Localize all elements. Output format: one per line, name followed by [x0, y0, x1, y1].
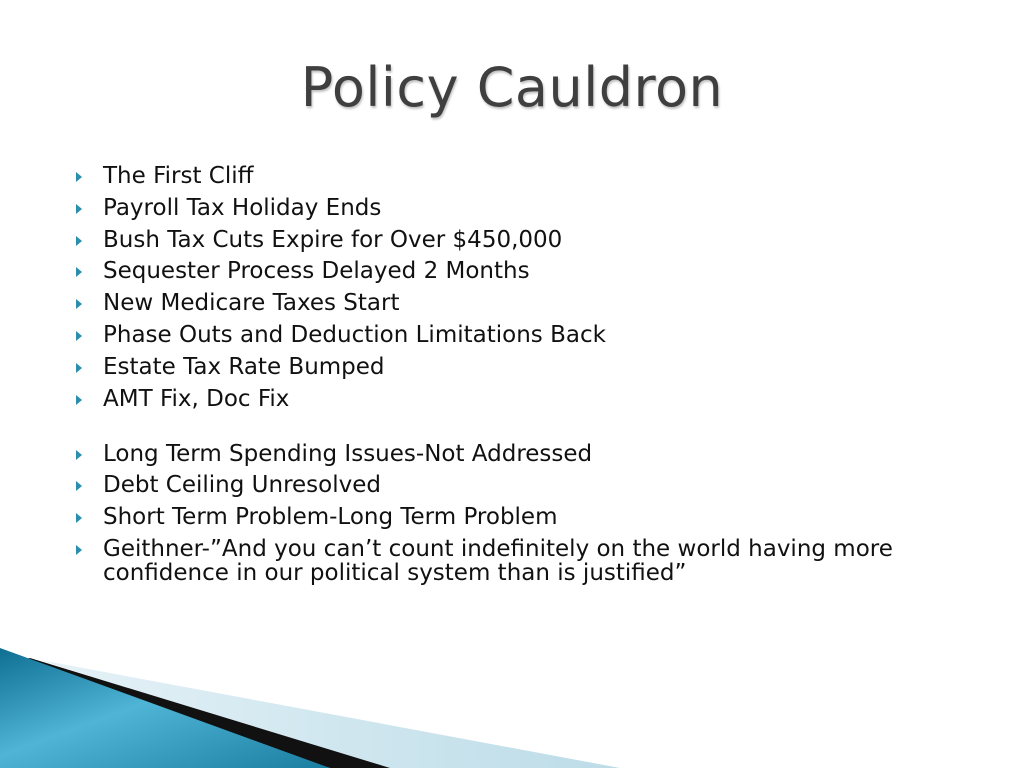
bullet-arrow-icon	[76, 395, 82, 405]
bullet-item	[72, 505, 952, 529]
bullet-arrow-icon	[76, 545, 82, 555]
bullet-item	[72, 259, 952, 283]
bullet-text: AMT Fix, Doc Fix	[103, 385, 290, 412]
bullet-text: Sequester Process Delayed 2 Months	[103, 258, 530, 285]
bullet-arrow-icon	[76, 513, 82, 523]
decorative-swoosh	[0, 620, 1024, 768]
bullet-arrow-icon	[76, 450, 82, 460]
bullet-item	[72, 442, 952, 466]
bullet-text: Phase Outs and Deduction Limitations Back	[103, 321, 606, 348]
bullet-text: Debt Ceiling Unresolved	[103, 472, 381, 499]
bullet-text: Short Term Problem-Long Term Problem	[103, 504, 558, 531]
bullet-text: Long Term Spending Issues-Not Addressed	[103, 440, 593, 467]
bullet-arrow-icon	[76, 299, 82, 309]
bullet-text: Payroll Tax Holiday Ends	[103, 194, 382, 221]
bullet-item	[72, 291, 952, 315]
bullet-arrow-icon	[76, 363, 82, 373]
bullet-text: Bush Tax Cuts Expire for Over $450,000	[103, 226, 563, 253]
bullet-item	[72, 473, 952, 497]
bullet-arrow-icon	[76, 331, 82, 341]
bullet-arrow-icon	[76, 236, 82, 246]
bullet-text: The First Cliff	[103, 163, 254, 189]
bullet-arrow-icon	[76, 204, 82, 214]
bullet-item	[72, 323, 952, 347]
bullet-arrow-icon	[76, 481, 82, 491]
bullet-list	[72, 164, 952, 593]
bullet-item	[72, 387, 952, 411]
bullet-text: Geithner-”And you can’t count indefinitely on the world having more confidence in our political system than is justified”	[103, 535, 893, 586]
bullet-item	[72, 164, 952, 188]
bullet-item	[72, 537, 952, 585]
bullet-item	[72, 196, 952, 220]
bullet-item	[72, 228, 952, 252]
bullet-arrow-icon	[76, 267, 82, 277]
bullet-item	[72, 355, 952, 379]
bullet-text: New Medicare Taxes Start	[103, 290, 400, 317]
slide-title: Policy Cauldron	[300, 56, 724, 119]
bullet-arrow-icon	[76, 172, 82, 182]
bullet-text: Estate Tax Rate Bumped	[103, 353, 385, 380]
